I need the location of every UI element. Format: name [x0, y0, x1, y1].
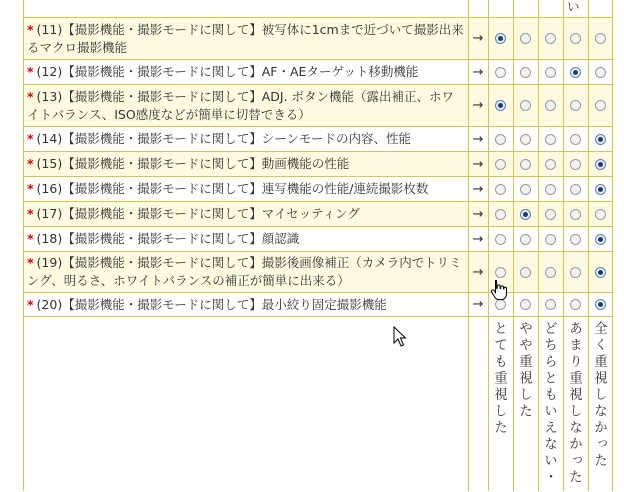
required-mark: *	[27, 231, 34, 246]
rating-cell	[538, 202, 563, 226]
rating-radio-3[interactable]	[545, 67, 556, 78]
required-mark: *	[27, 88, 34, 104]
rating-radio-4[interactable]	[570, 267, 581, 278]
scale-label-2: やや重視した	[516, 321, 532, 420]
rating-radio-2[interactable]	[520, 234, 531, 245]
question-text	[23, 252, 468, 292]
question-number: (20)	[36, 296, 63, 312]
rating-radio-1[interactable]	[495, 209, 506, 220]
survey-table	[23, 0, 613, 491]
question-label: 【撮影機能・撮影モードに関して】ADJ. ボタン機能（露出補正、ホワイトバランス、ISO感度などが簡単に切替できる）	[27, 88, 455, 122]
question-row	[23, 151, 613, 176]
arrow-pointer-icon	[393, 326, 407, 348]
rating-radio-1[interactable]	[495, 267, 506, 278]
rating-radio-5[interactable]	[595, 33, 606, 44]
question-row	[23, 84, 613, 126]
rating-cell	[588, 127, 613, 151]
rating-radio-5[interactable]	[595, 299, 606, 310]
rating-cell	[538, 252, 563, 292]
rating-cell	[488, 18, 513, 59]
rating-cell	[588, 293, 613, 316]
rating-radio-5[interactable]	[595, 267, 606, 278]
question-text	[23, 85, 468, 126]
rating-cell	[538, 85, 563, 126]
page-margin	[0, 0, 24, 491]
question-number: (11)	[36, 21, 63, 37]
rating-cell	[563, 177, 588, 201]
rating-radio-5[interactable]	[595, 159, 606, 170]
rating-cell	[513, 252, 538, 292]
rating-radio-5[interactable]	[595, 184, 606, 195]
question-row	[23, 17, 613, 59]
rating-radio-4[interactable]	[570, 209, 581, 220]
grid-line	[513, 0, 514, 491]
rating-radio-3[interactable]	[545, 100, 556, 111]
question-row	[23, 176, 613, 201]
question-label: 【撮影機能・撮影モードに関して】マイセッティング	[62, 206, 360, 221]
rating-cell	[513, 85, 538, 126]
header-strip	[23, 0, 613, 17]
question-label: 【撮影機能・撮影モードに関して】動画機能の性能	[62, 156, 350, 171]
arrow-icon: →	[472, 131, 484, 147]
rating-cell	[563, 18, 588, 59]
rating-cell	[588, 18, 613, 59]
rating-radio-2[interactable]	[520, 209, 531, 220]
question-row	[23, 251, 613, 292]
arrow-icon: →	[472, 264, 484, 280]
grid-line	[23, 0, 24, 491]
rating-cell	[513, 18, 538, 59]
arrow-icon: →	[472, 206, 484, 222]
question-number: (13)	[36, 88, 63, 104]
rating-cell	[563, 85, 588, 126]
rating-radio-1[interactable]	[495, 100, 506, 111]
rating-radio-5[interactable]	[595, 234, 606, 245]
question-label: 【撮影機能・撮影モードに関して】AF・AEターゲット移動機能	[62, 64, 419, 79]
scale-label-4: あまり重視しなかった	[566, 321, 582, 486]
rating-radio-2[interactable]	[520, 100, 531, 111]
question-text	[23, 127, 468, 151]
rating-radio-2[interactable]	[520, 33, 531, 44]
rating-radio-3[interactable]	[545, 209, 556, 220]
rating-radio-2[interactable]	[520, 67, 531, 78]
arrow-icon: →	[472, 181, 484, 197]
rating-radio-4[interactable]	[570, 299, 581, 310]
question-label: 【撮影機能・撮影モードに関して】最小絞り固定撮影機能	[62, 296, 387, 312]
hand-cursor-icon	[489, 279, 507, 301]
question-number: (18)	[36, 231, 63, 246]
question-row	[23, 59, 613, 84]
question-text	[23, 293, 468, 316]
rating-cell	[563, 202, 588, 226]
rating-cell	[588, 60, 613, 84]
question-row	[23, 201, 613, 226]
rating-cell	[488, 202, 513, 226]
required-mark: *	[27, 21, 34, 37]
rating-radio-5[interactable]	[595, 100, 606, 111]
required-mark: *	[27, 64, 34, 79]
required-mark: *	[27, 206, 34, 221]
question-number: (17)	[36, 206, 63, 221]
rating-cell	[488, 60, 513, 84]
rating-cell	[513, 293, 538, 316]
rating-cell	[588, 252, 613, 292]
required-mark: *	[27, 181, 34, 196]
grid-line	[468, 0, 469, 491]
rating-radio-4[interactable]	[570, 159, 581, 170]
rating-cell	[563, 252, 588, 292]
rating-radio-1[interactable]	[495, 159, 506, 170]
question-label: 【撮影機能・撮影モードに関して】撮影後画像補正（カメラ内でトリミング、明るさ、ホワイトバランスの補正が簡単に出来る）	[27, 255, 462, 288]
scale-label-1: とても重視した	[491, 321, 507, 437]
rating-cell	[538, 127, 563, 151]
rating-cell	[563, 152, 588, 176]
rating-radio-4[interactable]	[570, 67, 581, 78]
rating-cell	[538, 60, 563, 84]
question-text	[23, 152, 468, 176]
grid-line	[563, 0, 564, 491]
rating-cell	[488, 152, 513, 176]
rating-cell	[488, 227, 513, 251]
rating-radio-3[interactable]	[545, 234, 556, 245]
required-mark: *	[27, 296, 34, 312]
rating-cell	[538, 227, 563, 251]
rating-radio-5[interactable]	[595, 134, 606, 145]
rating-radio-3[interactable]	[545, 184, 556, 195]
rating-cell	[488, 85, 513, 126]
grid-line	[538, 0, 539, 491]
rating-cell	[563, 293, 588, 316]
rating-radio-1[interactable]	[495, 134, 506, 145]
rating-cell	[563, 127, 588, 151]
rating-radio-1[interactable]	[495, 33, 506, 44]
question-number: (19)	[36, 255, 63, 270]
required-mark: *	[27, 255, 34, 270]
rating-radio-2[interactable]	[520, 159, 531, 170]
rating-radio-4[interactable]	[570, 184, 581, 195]
rating-cell	[488, 177, 513, 201]
question-text	[23, 227, 468, 251]
rating-radio-2[interactable]	[520, 267, 531, 278]
required-mark: *	[27, 156, 34, 171]
rating-cell	[513, 127, 538, 151]
rating-cell	[563, 227, 588, 251]
rating-cell	[588, 152, 613, 176]
rating-cell	[538, 177, 563, 201]
rating-cell	[513, 202, 538, 226]
rating-radio-1[interactable]	[495, 67, 506, 78]
question-number: (16)	[36, 181, 63, 196]
rating-cell	[588, 227, 613, 251]
rating-radio-2[interactable]	[520, 134, 531, 145]
question-text	[23, 60, 468, 84]
rating-radio-2[interactable]	[520, 184, 531, 195]
grid-line	[612, 0, 613, 491]
question-row	[23, 292, 613, 316]
rating-radio-5[interactable]	[595, 67, 606, 78]
question-text	[23, 202, 468, 226]
grid-line	[588, 0, 589, 491]
rating-radio-1[interactable]	[495, 234, 506, 245]
question-label: 【撮影機能・撮影モードに関して】顔認識	[62, 231, 300, 246]
rating-radio-4[interactable]	[570, 134, 581, 145]
question-text	[23, 18, 468, 59]
scale-labels-row	[23, 316, 613, 492]
rating-cell	[488, 127, 513, 151]
question-label: 【撮影機能・撮影モードに関して】シーンモードの内容、性能	[62, 131, 411, 146]
rating-cell	[588, 202, 613, 226]
grid-line	[488, 0, 489, 491]
header-partial-label: い	[567, 0, 580, 14]
rating-radio-3[interactable]	[545, 159, 556, 170]
rating-radio-4[interactable]	[570, 100, 581, 111]
rating-cell	[513, 60, 538, 84]
arrow-icon: →	[472, 297, 484, 312]
arrow-icon: →	[472, 64, 484, 80]
question-row	[23, 126, 613, 151]
question-label: 【撮影機能・撮影モードに関して】連写機能の性能/連続撮影枚数	[62, 181, 429, 196]
question-number: (12)	[36, 64, 63, 79]
question-label: 【撮影機能・撮影モードに関して】被写体に1cmまで近づいて撮影出来るマクロ撮影機能	[27, 21, 464, 55]
rating-cell	[513, 227, 538, 251]
question-text	[23, 177, 468, 201]
rating-radio-3[interactable]	[545, 267, 556, 278]
arrow-icon: →	[472, 31, 484, 46]
rating-radio-5[interactable]	[595, 209, 606, 220]
question-number: (14)	[36, 131, 63, 146]
question-row	[23, 226, 613, 251]
rating-cell	[538, 18, 563, 59]
rating-radio-2[interactable]	[520, 299, 531, 310]
rating-cell	[513, 177, 538, 201]
rating-radio-1[interactable]	[495, 184, 506, 195]
question-number: (15)	[36, 156, 63, 171]
scale-label-5: 全く重視しなかった	[591, 321, 607, 470]
rating-radio-4[interactable]	[570, 33, 581, 44]
rating-radio-4[interactable]	[570, 234, 581, 245]
arrow-icon: →	[472, 231, 484, 247]
arrow-icon: →	[472, 156, 484, 172]
arrow-icon: →	[472, 98, 484, 113]
rating-cell	[588, 85, 613, 126]
rating-cell	[513, 152, 538, 176]
required-mark: *	[27, 131, 34, 146]
scale-label-3: どちらともいえない・	[541, 321, 557, 486]
rating-cell	[563, 60, 588, 84]
rating-radio-3[interactable]	[545, 299, 556, 310]
rating-cell	[588, 177, 613, 201]
rating-cell	[538, 152, 563, 176]
rating-cell	[538, 293, 563, 316]
rating-radio-3[interactable]	[545, 33, 556, 44]
rating-radio-3[interactable]	[545, 134, 556, 145]
